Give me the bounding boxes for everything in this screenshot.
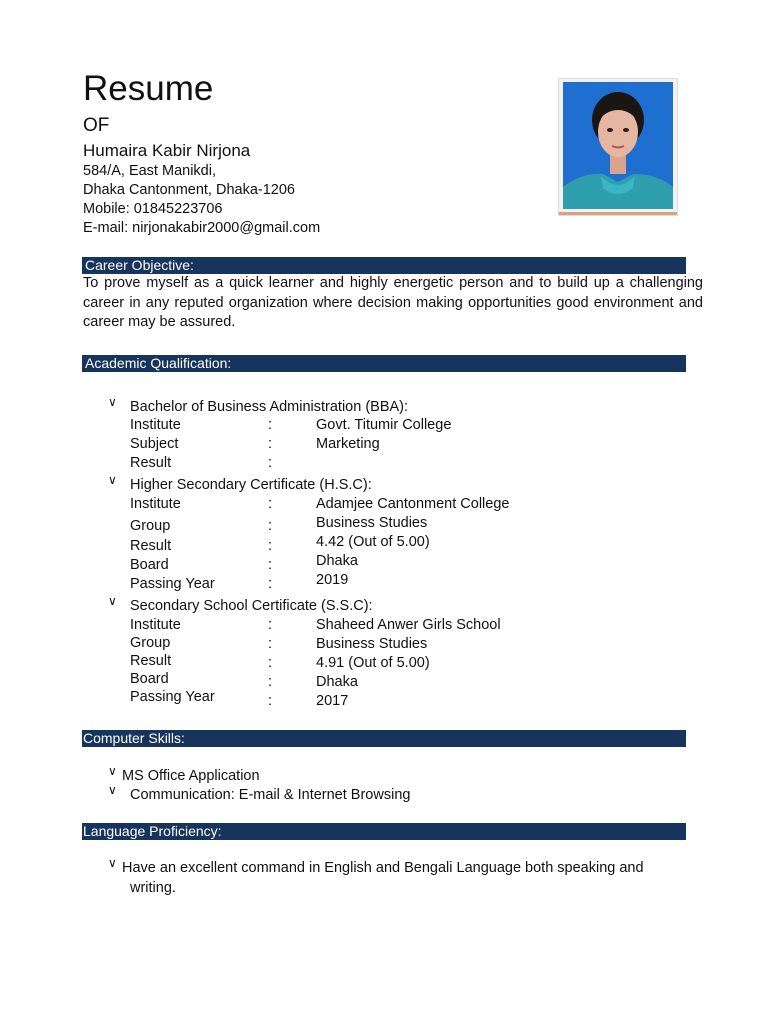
- hsc-group-value: Business Studies: [316, 515, 428, 531]
- ssc-board-label: Board: [130, 671, 169, 687]
- ssc-institute-label: Institute: [130, 617, 181, 633]
- career-objective-text: To prove myself as a quick learner and highly energetic person and to build up a challenging career in any reputed organization where decision making opportunities good environment and career may be assured.: [83, 275, 703, 330]
- colon: :: [268, 455, 273, 471]
- ssc-board-value: Dhaka: [316, 674, 358, 690]
- qualification-bba-title: Bachelor of Business Administration (BBA):: [130, 399, 409, 415]
- bullet-icon: ∨: [108, 395, 117, 409]
- bullet-icon: ∨: [108, 764, 117, 778]
- language-item: [122, 859, 682, 898]
- colon: :: [268, 557, 273, 573]
- section-career-objective: Career Objective:: [82, 257, 686, 274]
- ssc-passing-year-value: 2017: [316, 693, 349, 709]
- hsc-board-value: Dhaka: [316, 553, 358, 569]
- ssc-group-value: Business Studies: [316, 636, 428, 652]
- qualification-ssc-title: Secondary School Certificate (S.S.C):: [130, 598, 373, 614]
- bullet-icon: ∨: [108, 594, 117, 608]
- resume-title: Resume: [83, 69, 214, 108]
- language-item-text: Have an excellent command in English and Bengali Language both speaking and writing.: [122, 860, 644, 896]
- hsc-result-label: Result: [130, 538, 172, 554]
- bba-subject-label: Subject: [130, 436, 179, 452]
- colon: :: [268, 617, 273, 633]
- section-language-proficiency: Language Proficiency:: [82, 823, 686, 840]
- colon: :: [268, 518, 273, 534]
- candidate-name: Humaira Kabir Nirjona: [83, 141, 251, 160]
- skill-item: Communication: E-mail & Internet Browsing: [130, 787, 411, 803]
- of-label: OF: [83, 115, 110, 136]
- email-line: E-mail: nirjonakabir2000@gmail.com: [83, 220, 321, 236]
- skill-item: MS Office Application: [122, 768, 260, 784]
- colon: :: [268, 576, 273, 592]
- section-computer-skills: Computer Skills:: [82, 730, 686, 747]
- colon: :: [268, 496, 273, 512]
- bba-institute-value: Govt. Titumir College: [316, 417, 452, 433]
- colon: :: [268, 636, 273, 652]
- colon: :: [268, 674, 273, 690]
- colon: :: [268, 693, 273, 709]
- ssc-result-value: 4.91 (Out of 5.00): [316, 655, 430, 671]
- address-line2: Dhaka Cantonment, Dhaka-1206: [83, 182, 295, 198]
- bba-institute-label: Institute: [130, 417, 181, 433]
- address-line1: 584/A, East Manikdi,: [83, 163, 216, 179]
- colon: :: [268, 417, 273, 433]
- bba-subject-value: Marketing: [316, 436, 380, 452]
- colon: :: [268, 436, 273, 452]
- ssc-group-label: Group: [130, 635, 171, 651]
- profile-photo: [559, 79, 677, 215]
- ssc-result-label: Result: [130, 653, 172, 669]
- hsc-board-label: Board: [130, 557, 169, 573]
- hsc-passing-year-value: 2019: [316, 572, 349, 588]
- hsc-passing-year-label: Passing Year: [130, 576, 215, 592]
- colon: :: [268, 538, 273, 554]
- bullet-icon: ∨: [108, 783, 117, 797]
- mobile-line: Mobile: 01845223706: [83, 201, 223, 217]
- ssc-institute-value: Shaheed Anwer Girls School: [316, 617, 501, 633]
- section-academic-qualification: Academic Qualification:: [82, 355, 686, 372]
- hsc-institute-value: Adamjee Cantonment College: [316, 496, 510, 512]
- ssc-passing-year-label: Passing Year: [130, 689, 215, 705]
- bba-result-label: Result: [130, 455, 172, 471]
- colon: :: [268, 655, 273, 671]
- hsc-group-label: Group: [130, 518, 171, 534]
- qualification-hsc-title: Higher Secondary Certificate (H.S.C):: [130, 477, 372, 493]
- portrait-illustration: [563, 82, 673, 209]
- hsc-result-value: 4.42 (Out of 5.00): [316, 534, 430, 550]
- bullet-icon: ∨: [108, 856, 117, 870]
- bullet-icon: ∨: [108, 473, 117, 487]
- hsc-institute-label: Institute: [130, 496, 181, 512]
